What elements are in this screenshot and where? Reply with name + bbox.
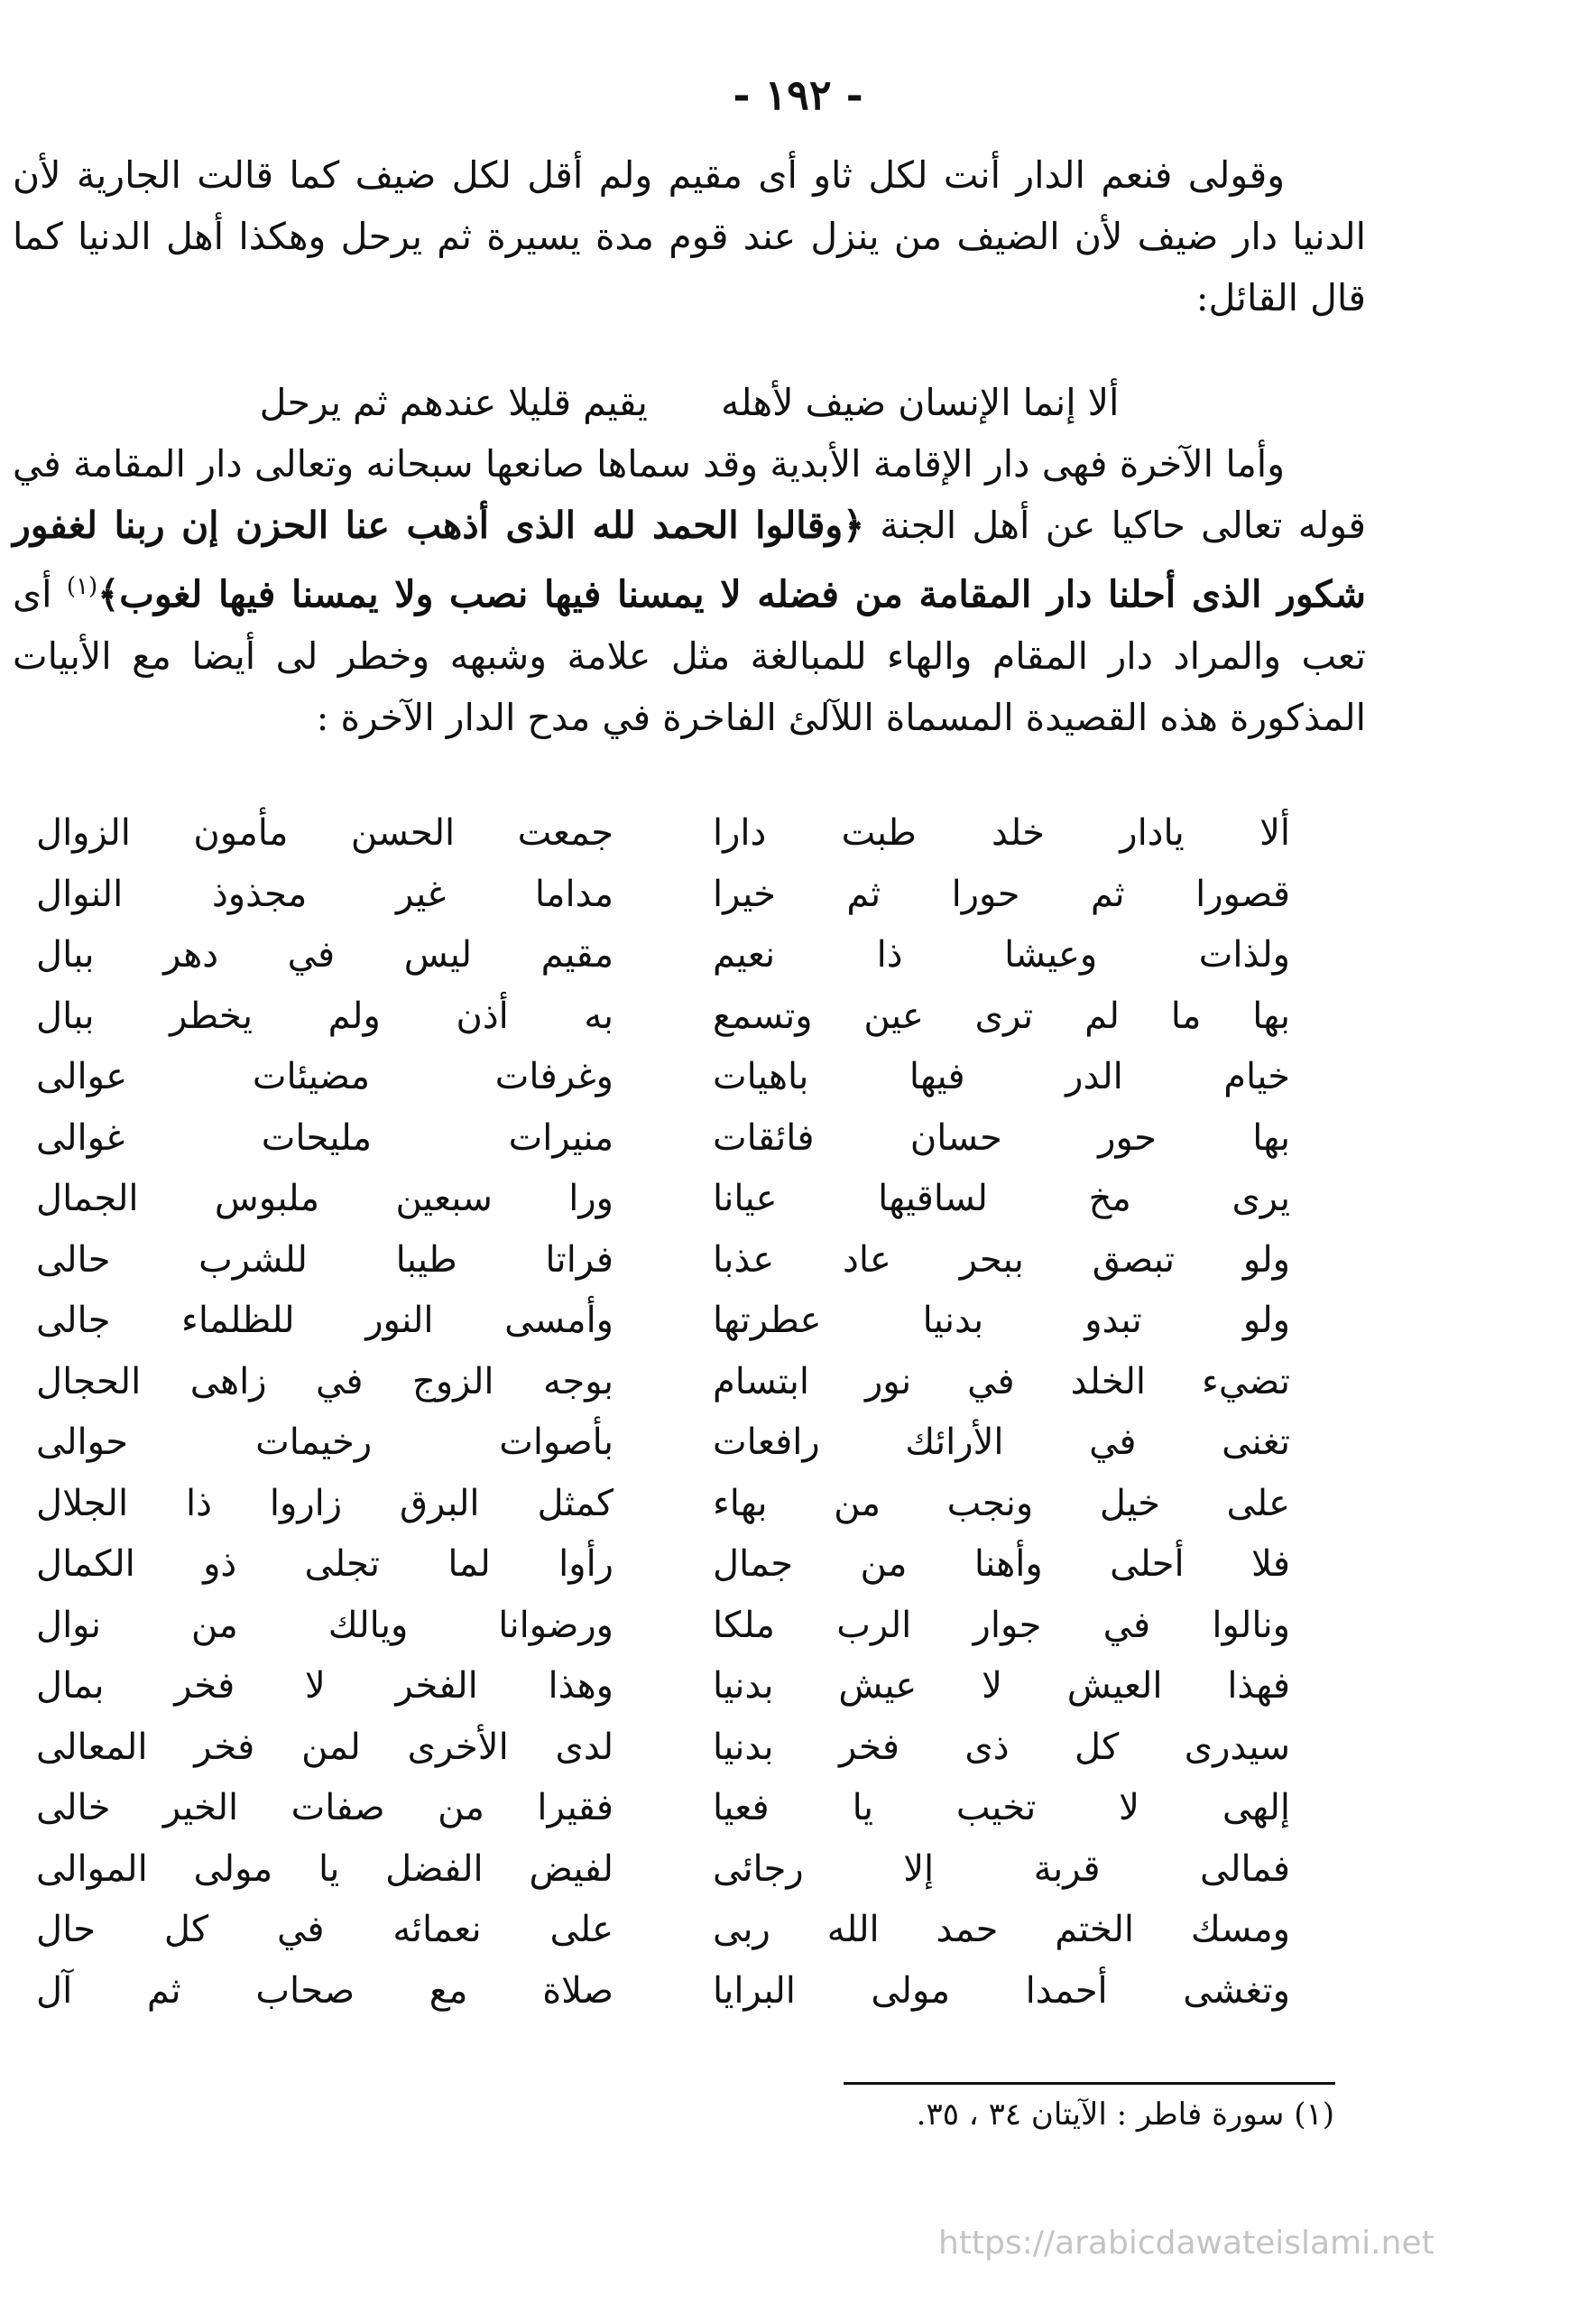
poem-line: قصورا ثم حورا ثم خيرا xyxy=(713,873,1290,915)
poem-line: فقيرا من صفات الخير خالى xyxy=(36,1787,613,1828)
paragraph-1: وقولى فنعم الدار أنت لكل ثاو أى مقيم ولم أقل لكل ضيف كما قالت الجارية لأن الدنيا دار ضيف لأن الضيف من ينزل عند قوم مدة يسيرة ثم يرحل وهكذا أهل الدنيا كما قال القائل: xyxy=(13,153,1366,319)
poem-line: ونالوا في جوار الرب ملكا xyxy=(713,1604,1290,1646)
poem-line: جمعت الحسن مأمون الزوال xyxy=(36,812,613,854)
verse-first-hemistich: ألا إنما الإنسان ضيف لأهله xyxy=(720,381,1120,424)
paragraph-2-start: وأما الآخرة فهى دار الإقامة الأبدية وقد سماها صانعها سبحانه وتعالى دار المقامة في قوله تعالى حاكيا عن أهل الجنة xyxy=(13,442,1366,547)
poem-line: بها حور حسان فائقات xyxy=(713,1116,1290,1159)
poem-line: على نعمائه في كل حال xyxy=(36,1909,613,1950)
poem-line: كمثل البرق زاروا ذا الجلال xyxy=(36,1482,613,1524)
verse-second-hemistich: يقيم قليلا عندهم ثم يرحل xyxy=(259,381,648,424)
poem-line: ولو تبدو بدنيا عطرتها xyxy=(713,1300,1290,1341)
poem-left-column xyxy=(36,803,613,2022)
quoted-verse xyxy=(13,372,1366,433)
poem-right-column xyxy=(713,803,1290,2022)
poem-line: وغرفات مضيئات عوالى xyxy=(36,1056,613,1097)
poem-line: بأصوات رخيمات حوالى xyxy=(36,1421,613,1463)
poem-line: ألا يادار خلد طبت دارا xyxy=(713,812,1290,854)
prose-block xyxy=(13,144,1366,329)
poem-line: خيام الدر فيها باهيات xyxy=(713,1056,1290,1097)
prose-block-2 xyxy=(13,433,1366,748)
quran-quote: ﴿وقالوا الحمد لله الذى أذهب عنا الحزن إن ربنا لغفور شكور الذى أحلنا دار المقامة من فضله لا يمسنا فيها نصب ولا يمسنا فيها لغوب﴾ xyxy=(13,504,1367,616)
poem-line: لدى الأخرى لمن فخر المعالى xyxy=(36,1726,613,1768)
poem-line: بوجه الزوج في زاهى الحجال xyxy=(36,1360,613,1402)
poem-line: وتغشى أحمدا مولى البرايا xyxy=(713,1969,1290,2012)
footnote: (١) سورة فاطر : الآيتان ٣٤ ، ٣٥. xyxy=(916,2096,1334,2133)
poem-line: وأمسى النور للظلماء جالى xyxy=(36,1300,613,1341)
poem-line: فهذا العيش لا عيش بدنيا xyxy=(713,1665,1290,1707)
poem-line: ومسك الختم حمد الله ربى xyxy=(713,1909,1290,1950)
poem-line: رأوا لما تجلى ذو الكمال xyxy=(36,1543,613,1585)
poem-line: مداما غير مجذوذ النوال xyxy=(36,873,613,915)
footnote-reference: (١) xyxy=(66,573,98,600)
poem-line: لفيض الفضل يا مولى الموالى xyxy=(36,1847,613,1890)
poem-line: فمالى قربة إلا رجائى xyxy=(713,1847,1290,1890)
paragraph-2-end: أى تعب والمراد دار المقام والهاء للمبالغة مثل علامة وشبهه وخطر لى أيضا مع الأبيات المذكورة هذه القصيدة المسماة اللآلئ الفاخرة في مدح الدار الآخرة : xyxy=(13,572,1366,739)
poem-line: ولو تبصق ببحر عاد عذبا xyxy=(713,1238,1290,1281)
poem-line: ورضوانا ويالك من نوال xyxy=(36,1604,613,1646)
footnote-divider xyxy=(844,2082,1335,2085)
poem-line: فراتا طيبا للشرب حالى xyxy=(36,1238,613,1281)
poem-line: به أذن ولم يخطر ببال xyxy=(36,995,613,1037)
poem-line: منيرات مليحات غوالى xyxy=(36,1116,613,1159)
poem-line: بها ما لم ترى عين وتسمع xyxy=(713,995,1290,1037)
poem-line: وهذا الفخر لا فخر بمال xyxy=(36,1665,613,1707)
paragraph-2 xyxy=(13,433,1366,748)
poem-line: يرى مخ لساقيها عيانا xyxy=(713,1178,1290,1219)
poem-line: فلا أحلى وأهنا من جمال xyxy=(713,1543,1290,1585)
poem-line: تغنى في الأرائك رافعات xyxy=(713,1421,1290,1463)
poem-line: مقيم ليس في دهر ببال xyxy=(36,934,613,976)
poem-line: ولذات وعيشا ذا نعيم xyxy=(713,934,1290,976)
poem-line: على خيل ونجب من بهاء xyxy=(713,1482,1290,1524)
poem-line: إلهى لا تخيب يا فعيا xyxy=(713,1787,1290,1828)
poem-line: صلاة مع صحاب ثم آل xyxy=(36,1969,613,2012)
poem-line: ورا سبعين ملبوس الجمال xyxy=(36,1178,613,1219)
poem xyxy=(36,803,1290,2049)
page-number: - ١٩٢ - xyxy=(733,70,863,119)
watermark-url: https://arabicdawateislami.net xyxy=(938,2225,1435,2262)
poem-line: سيدرى كل ذى فخر بدنيا xyxy=(713,1726,1290,1768)
poem-line: تضيء الخلد في نور ابتسام xyxy=(713,1360,1290,1402)
